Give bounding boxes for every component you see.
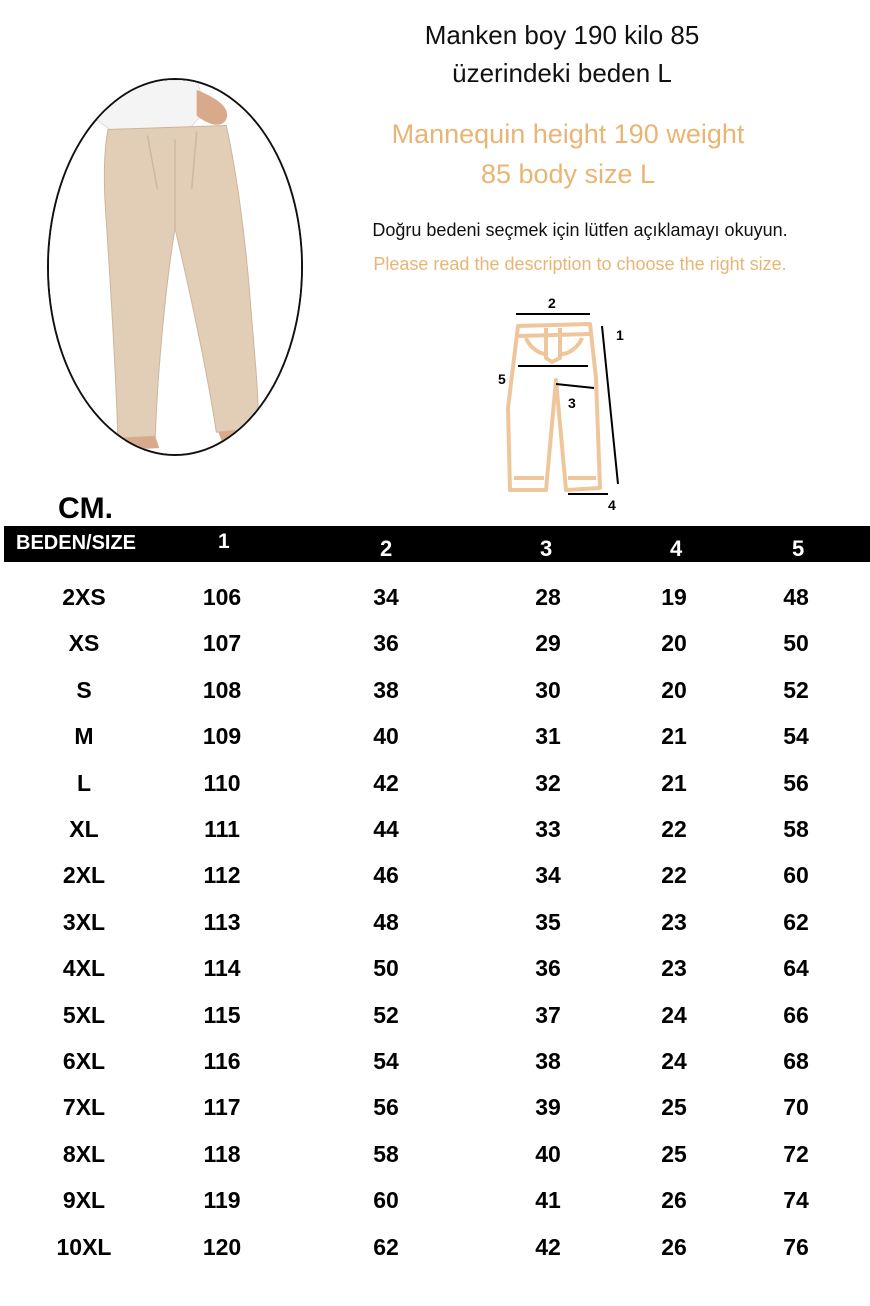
measurement-cell-4: 22 <box>661 862 687 889</box>
size-cell: 6XL <box>62 1048 106 1074</box>
measurement-cell-4: 19 <box>661 584 687 610</box>
size-cell: 9XL <box>62 1187 106 1214</box>
measurement-cell-2: 36 <box>373 630 399 657</box>
measurement-cell-5: 60 <box>783 862 809 889</box>
table-row <box>0 677 870 717</box>
measurement-cell-2: 44 <box>373 816 399 842</box>
measurement-cell-3: 41 <box>535 1187 561 1214</box>
measurement-cell-3: 28 <box>535 584 561 610</box>
size-cell: 3XL <box>62 908 106 935</box>
measurement-cell-1: 112 <box>203 862 241 889</box>
measurement-cell-2: 54 <box>373 1048 399 1074</box>
header-col-3: 3 <box>540 536 553 561</box>
measurement-cell-5: 58 <box>783 816 809 842</box>
measurement-cell-4: 22 <box>661 816 687 842</box>
trousers-photo-icon <box>49 80 301 454</box>
measurement-cell-4: 20 <box>661 676 687 703</box>
measurement-cell-3: 37 <box>535 1001 561 1028</box>
measurement-cell-2: 46 <box>373 862 399 889</box>
measurement-cell-4: 25 <box>661 1094 687 1121</box>
model-info-en-line2: 85 body size L <box>480 159 656 189</box>
note-turkish: Doğru bedeni seçmek için lütfen açıklamayı okuyun. <box>372 220 788 240</box>
measurement-cell-2: 60 <box>373 1187 399 1214</box>
size-cell: 10XL <box>56 1233 112 1260</box>
measurement-cell-3: 38 <box>535 1048 561 1074</box>
diagram-label-5: 5 <box>498 371 506 387</box>
measurement-cell-1: 110 <box>203 769 241 796</box>
measurement-cell-4: 21 <box>661 723 687 750</box>
measurement-cell-5: 68 <box>783 1048 809 1074</box>
measurement-cell-5: 50 <box>783 630 809 657</box>
measurement-cell-5: 64 <box>783 955 809 982</box>
table-row <box>0 1234 870 1274</box>
measurement-cell-3: 42 <box>535 1233 561 1260</box>
measurement-cell-5: 56 <box>783 769 809 796</box>
measurement-cell-2: 48 <box>373 908 399 935</box>
size-cell: 8XL <box>62 1140 106 1167</box>
size-cell: 2XS <box>62 584 106 610</box>
table-row <box>0 630 870 670</box>
measurement-cell-4: 20 <box>661 630 687 657</box>
size-cell: 2XL <box>62 862 106 889</box>
size-table-header <box>4 526 870 562</box>
table-row <box>0 723 870 763</box>
model-info-turkish <box>340 16 784 92</box>
measurement-cell-1: 113 <box>203 908 241 935</box>
measurement-cell-1: 111 <box>204 816 240 842</box>
measurement-cell-5: 76 <box>783 1233 809 1260</box>
measurement-cell-5: 62 <box>783 908 809 935</box>
measurement-cell-4: 26 <box>661 1233 687 1260</box>
model-info-en-line1: Mannequin height 190 weight <box>391 119 745 149</box>
measurement-cell-3: 40 <box>535 1140 561 1167</box>
measurement-cell-5: 48 <box>783 584 809 610</box>
header-col-2: 2 <box>380 536 393 561</box>
size-cell: XS <box>68 630 100 657</box>
diagram-label-1: 1 <box>616 327 624 343</box>
size-cell: M <box>74 723 94 750</box>
unit-label: CM. <box>58 492 113 525</box>
measurement-cell-1: 109 <box>202 723 242 750</box>
measurement-cell-1: 115 <box>203 1001 241 1028</box>
size-cell: 7XL <box>62 1094 106 1121</box>
measurement-cell-4: 21 <box>661 769 687 796</box>
measurement-cell-5: 70 <box>783 1094 809 1121</box>
measurement-cell-2: 52 <box>373 1001 399 1028</box>
measurement-cell-4: 23 <box>661 908 687 935</box>
measurement-cell-3: 39 <box>535 1094 561 1121</box>
diagram-label-3: 3 <box>568 395 576 411</box>
measurement-cell-1: 120 <box>202 1233 242 1260</box>
measurement-cell-2: 42 <box>373 769 399 796</box>
size-cell: 4XL <box>62 955 106 982</box>
measurement-cell-3: 36 <box>535 955 561 982</box>
measurement-cell-5: 74 <box>783 1187 809 1214</box>
measurement-cell-5: 72 <box>783 1140 809 1167</box>
measurement-cell-2: 34 <box>373 584 399 610</box>
measurement-cell-5: 54 <box>783 723 809 750</box>
pants-measurement-diagram <box>490 288 630 518</box>
measurement-cell-3: 29 <box>535 630 561 657</box>
table-row <box>0 584 870 624</box>
table-row <box>0 1141 870 1181</box>
measurement-cell-1: 114 <box>203 955 241 982</box>
model-info-tr-line2: üzerindeki beden L <box>452 58 672 88</box>
measurement-cell-3: 32 <box>535 769 561 796</box>
measurement-cell-1: 116 <box>203 1048 241 1074</box>
measurement-cell-3: 30 <box>535 676 561 703</box>
measurement-cell-1: 118 <box>203 1140 241 1167</box>
table-row <box>0 909 870 949</box>
measurement-cell-4: 24 <box>661 1001 687 1028</box>
note-english: Please read the description to choose the right size. <box>373 254 787 274</box>
model-info-tr-line1: Manken boy 190 kilo 85 <box>424 20 700 50</box>
model-photo <box>47 78 303 456</box>
diagram-label-2: 2 <box>548 295 556 311</box>
header-col-5: 5 <box>792 536 805 561</box>
table-row <box>0 816 870 856</box>
measurement-cell-2: 40 <box>373 723 399 750</box>
size-cell: L <box>76 769 92 796</box>
pants-outline-icon <box>490 288 630 518</box>
table-row <box>0 1187 870 1227</box>
measurement-cell-4: 24 <box>661 1048 687 1074</box>
measurement-cell-4: 23 <box>661 955 687 982</box>
size-cell: S <box>76 676 92 703</box>
measurement-cell-3: 31 <box>535 723 561 750</box>
measurement-cell-2: 62 <box>373 1233 399 1260</box>
table-row <box>0 862 870 902</box>
header-col-1: 1 <box>218 530 230 553</box>
model-info-english <box>340 114 796 194</box>
table-row <box>0 955 870 995</box>
diagram-label-4: 4 <box>608 497 616 513</box>
measurement-cell-4: 25 <box>661 1140 687 1167</box>
measurement-cell-3: 34 <box>535 862 561 889</box>
measurement-cell-2: 58 <box>373 1140 399 1167</box>
measurement-cell-5: 66 <box>783 1001 809 1028</box>
measurement-cell-5: 52 <box>783 676 809 703</box>
table-row <box>0 770 870 810</box>
size-cell: XL <box>69 816 99 842</box>
measurement-cell-3: 33 <box>535 816 561 842</box>
measurement-cell-4: 26 <box>661 1187 687 1214</box>
measurement-cell-2: 50 <box>373 955 399 982</box>
measurement-cell-1: 119 <box>203 1187 241 1214</box>
table-row <box>0 1094 870 1134</box>
table-row <box>0 1002 870 1042</box>
measurement-cell-1: 107 <box>202 630 242 657</box>
measurement-cell-1: 106 <box>202 584 242 610</box>
measurement-cell-3: 35 <box>535 908 561 935</box>
measurement-cell-1: 117 <box>203 1094 241 1121</box>
measurement-cell-2: 56 <box>373 1094 399 1121</box>
header-col-4: 4 <box>670 536 683 561</box>
measurement-cell-2: 38 <box>373 676 399 703</box>
size-cell: 5XL <box>62 1001 106 1028</box>
measurement-cell-1: 108 <box>202 676 242 703</box>
table-row <box>0 1048 870 1088</box>
header-size: BEDEN/SIZE <box>16 532 137 554</box>
